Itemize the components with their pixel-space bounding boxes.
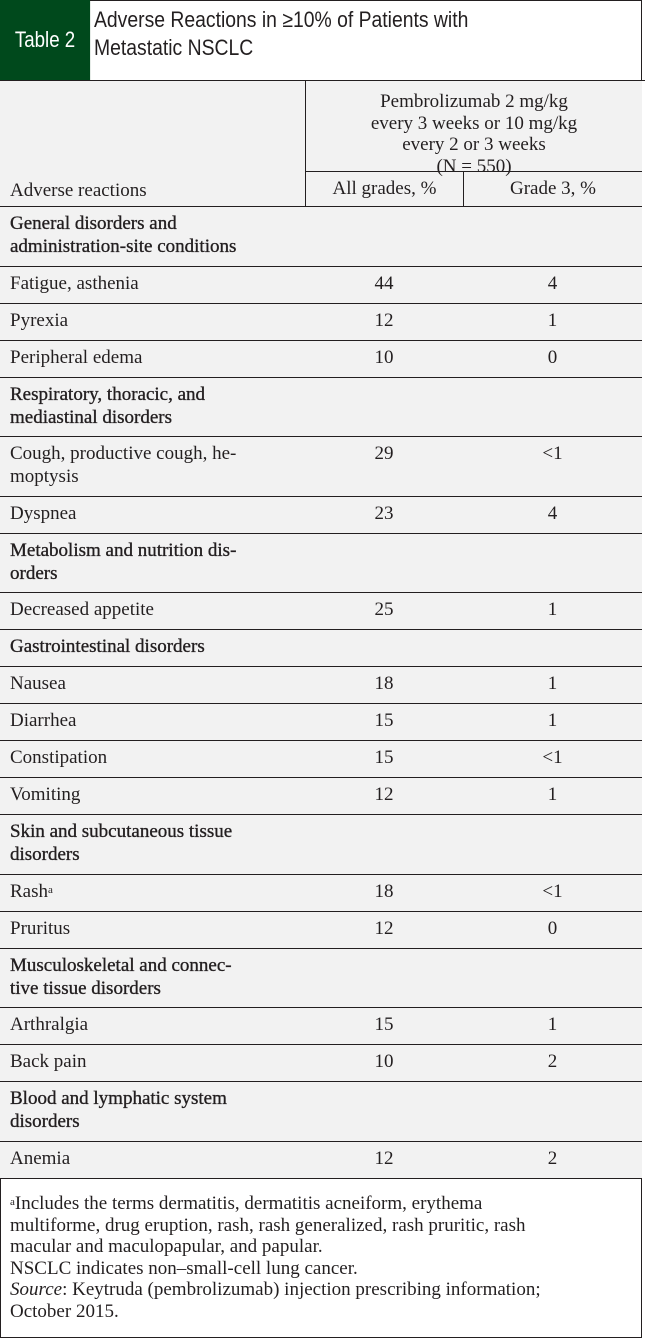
category-label: Musculoskeletal and connec- tive tissue disorders <box>10 954 232 999</box>
column-header-treatment: Pembrolizumab 2 mg/kg every 3 weeks or 10 mg/kg every 2 or 3 weeks (N = 550) <box>305 81 642 172</box>
all-grades-value: 15 <box>374 747 394 768</box>
category-row <box>0 534 642 594</box>
category-row <box>0 378 642 438</box>
category-row <box>0 1082 642 1142</box>
grade3-value: 1 <box>547 673 558 694</box>
reaction-label: Peripheral edema <box>10 346 143 368</box>
column-header-all-grades: All grades, % <box>305 172 463 207</box>
footnote-marker: a <box>48 883 53 896</box>
all-grades-value: 18 <box>374 673 394 694</box>
table-row <box>0 267 642 304</box>
reaction-label: Pruritus <box>10 917 71 939</box>
grade3-value: 4 <box>547 502 558 524</box>
category-row <box>0 815 642 875</box>
table-row <box>0 437 642 497</box>
category-row <box>0 630 642 667</box>
table-row <box>0 912 642 949</box>
all-grades-value: 10 <box>374 346 394 368</box>
category-row <box>0 949 642 1009</box>
table-row <box>0 704 642 741</box>
grade3-value: <1 <box>542 747 563 768</box>
reaction-label: Arthralgia <box>10 1014 89 1035</box>
reaction-label: Back pain <box>10 1051 87 1072</box>
footnotes <box>0 1183 642 1322</box>
all-grades-value: 29 <box>374 443 394 464</box>
category-label: Metabolism and nutrition dis- orders <box>10 539 237 584</box>
grade3-value: 1 <box>547 1014 558 1035</box>
all-grades-value: 12 <box>374 917 394 939</box>
footnote-a: $^a$Includes the terms dermatitis, dermatitis acneiform, erythema multiforme, drug eruption, rash, rash generalized, rash pruritic, rash macular and maculopapular, and papular. <box>10 1193 526 1257</box>
column-header <box>0 81 642 207</box>
reaction-label: Vomiting <box>10 784 81 805</box>
all-grades-value: 23 <box>374 502 394 524</box>
all-grades-value: 10 <box>374 1051 394 1072</box>
grade3-value: 2 <box>547 1051 558 1072</box>
table-row <box>0 778 642 815</box>
grade3-value: <1 <box>542 880 563 902</box>
category-label: Skin and subcutaneous tissue disorders <box>10 821 233 865</box>
grade3-value: <1 <box>542 443 563 464</box>
table-row <box>0 1142 642 1179</box>
table-row <box>0 1045 642 1082</box>
reaction-label: Fatigue, asthenia <box>10 272 139 294</box>
category-label: Gastrointestinal disorders <box>10 636 205 657</box>
reaction-label: Rash$^a$ <box>10 880 53 902</box>
all-grades-value: 12 <box>374 784 394 805</box>
grade3-value: 0 <box>547 917 558 939</box>
grade3-value: 0 <box>547 346 558 368</box>
category-label: Respiratory, thoracic, and mediastinal disorders <box>10 383 206 428</box>
table-row <box>0 497 642 534</box>
category-row <box>0 207 642 267</box>
footnote-source: Source: Keytruda (pembrolizumab) injection prescribing information; October 2015. <box>10 1279 541 1322</box>
all-grades-value: 18 <box>374 880 394 902</box>
grade3-value: 1 <box>547 309 558 331</box>
table-row <box>0 875 642 912</box>
grade3-value: 1 <box>547 599 558 620</box>
table-row <box>0 1008 642 1045</box>
grade3-value: 1 <box>547 710 558 731</box>
table-label: Table 2 <box>0 0 90 80</box>
column-header-adverse-reactions: Adverse reactions <box>10 180 147 201</box>
table-row <box>0 304 642 341</box>
table-row <box>0 667 642 704</box>
grade3-value: 4 <box>547 272 558 294</box>
table-body <box>0 207 642 1179</box>
category-label: General disorders and administration-site conditions <box>10 213 237 257</box>
all-grades-value: 15 <box>374 710 394 731</box>
grade3-value: 2 <box>547 1147 558 1169</box>
table-row <box>0 741 642 778</box>
category-label: Blood and lymphatic system disorders <box>10 1088 227 1132</box>
reaction-label: Diarrhea <box>10 710 77 731</box>
all-grades-value: 12 <box>374 1147 394 1169</box>
all-grades-value: 44 <box>374 272 394 294</box>
all-grades-value: 12 <box>374 309 394 331</box>
reaction-label: Nausea <box>10 673 66 694</box>
reaction-label: Decreased appetite <box>10 599 154 620</box>
reaction-label: Dyspnea <box>10 502 77 524</box>
reaction-label: Pyrexia <box>10 309 69 331</box>
reaction-label: Anemia <box>10 1147 71 1169</box>
footnote-abbreviation: NSCLC indicates non–small-cell lung cancer. <box>10 1257 358 1279</box>
table-row <box>0 341 642 378</box>
table-row <box>0 593 642 630</box>
reaction-label: Cough, productive cough, he- moptysis <box>10 443 237 487</box>
all-grades-value: 15 <box>374 1014 394 1035</box>
table-title: Adverse Reactions in ≥10% of Patients with Metastatic NSCLC <box>94 7 469 60</box>
column-header-grade3: Grade 3, % <box>463 172 642 207</box>
grade3-value: 1 <box>547 784 558 805</box>
all-grades-value: 25 <box>374 599 394 620</box>
table-title-bar <box>0 0 645 81</box>
reaction-label: Constipation <box>10 747 108 768</box>
